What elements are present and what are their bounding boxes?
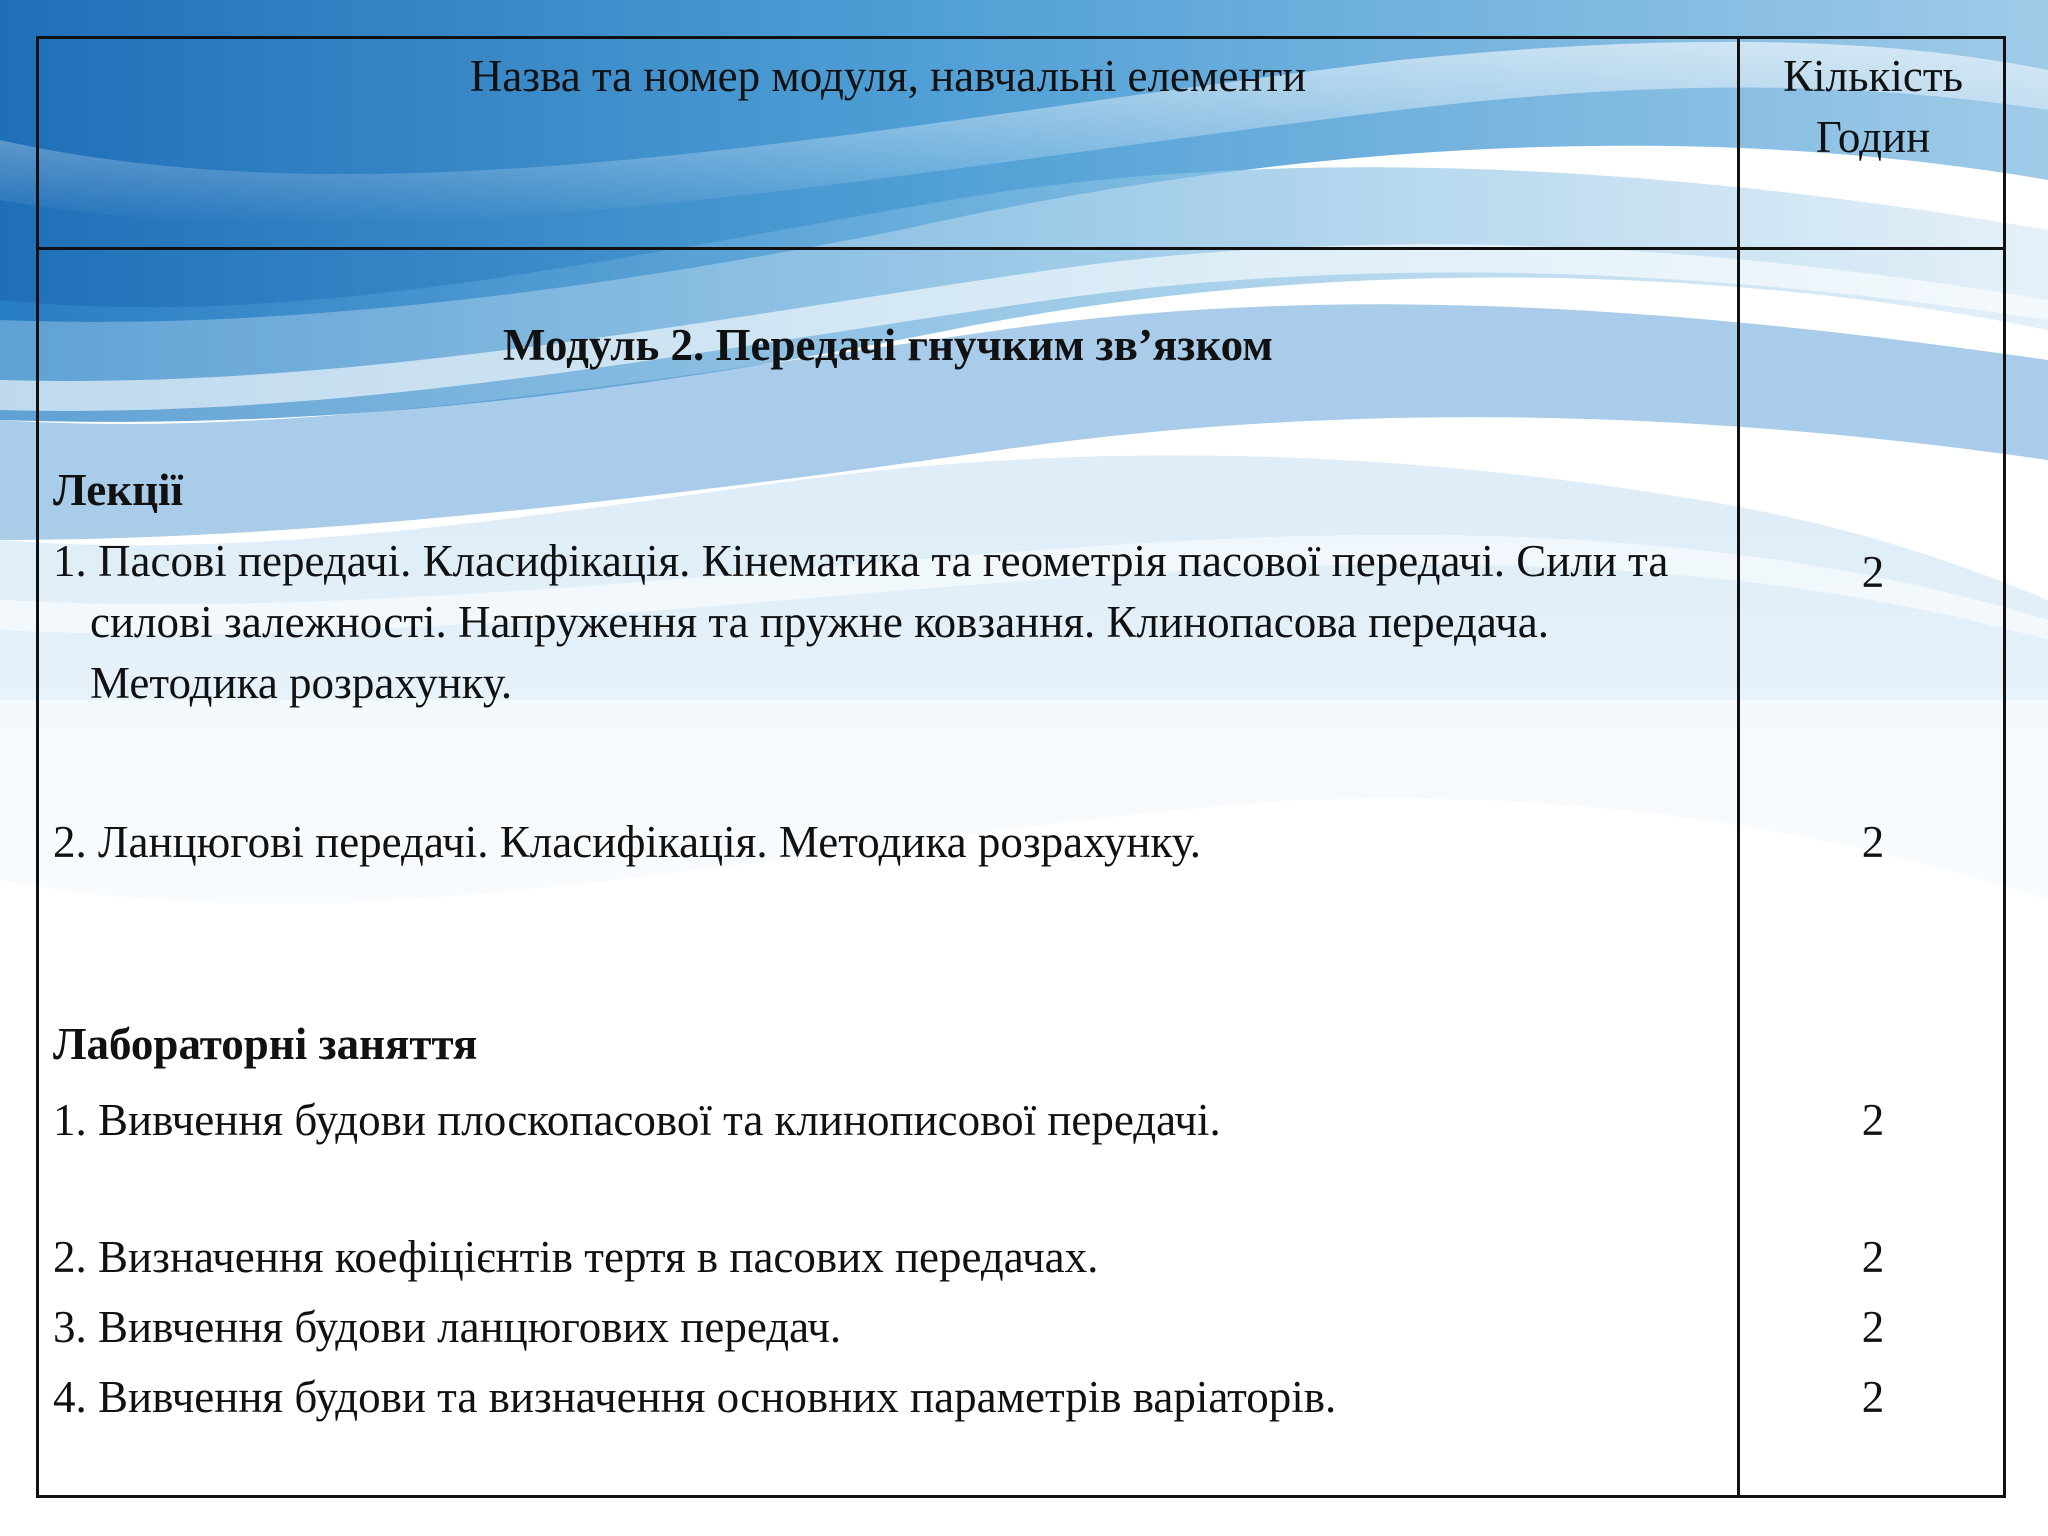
module-table (36, 36, 2006, 1498)
module-title: Модуль 2. Передачі гнучким зв’язком (503, 320, 1273, 370)
lab-item-3-hours: 2 (1861, 1302, 1885, 1352)
lecture-item-2: 2. Ланцюгові передачі. Класифікація. Методика розрахунку. (53, 817, 1201, 867)
header-name-cell: Назва та номер модуля, навчальні елементи (469, 51, 1307, 101)
header-hours-line1: Кількість (1782, 51, 1964, 101)
lab-item-4: 4. Вивчення будови та визначення основних параметрів варіаторів. (53, 1372, 1337, 1422)
lab-item-1: 1. Вивчення будови плоскопасової та клинописової передачі. (53, 1095, 1221, 1145)
header-hours-cell (1740, 46, 2006, 168)
lab-item-2-hours: 2 (1861, 1232, 1885, 1282)
lab-item-4-hours: 2 (1861, 1372, 1885, 1422)
lecture-item-2-hours: 2 (1861, 817, 1885, 867)
lab-item-2: 2. Визначення коефіцієнтів тертя в пасових передачах. (53, 1232, 1099, 1282)
lab-item-3: 3. Вивчення будови ланцюгових передач. (53, 1302, 842, 1352)
labs-heading: Лабораторні заняття (53, 1019, 478, 1069)
lab-item-1-hours: 2 (1861, 1095, 1885, 1145)
lecture-item-1-hours: 2 (1861, 547, 1885, 597)
lecture-item-1: 1. Пасові передачі. Класифікація. Кінематика та геометрія пасової передачі. Сили та силові залежності. Напруження та пружне ковзання. Клинопасова передача. Методика розрахунку. (53, 536, 1669, 708)
lectures-heading: Лекції (53, 465, 184, 515)
header-hours-line2: Годин (1815, 112, 1931, 162)
header-divider (39, 247, 2003, 250)
